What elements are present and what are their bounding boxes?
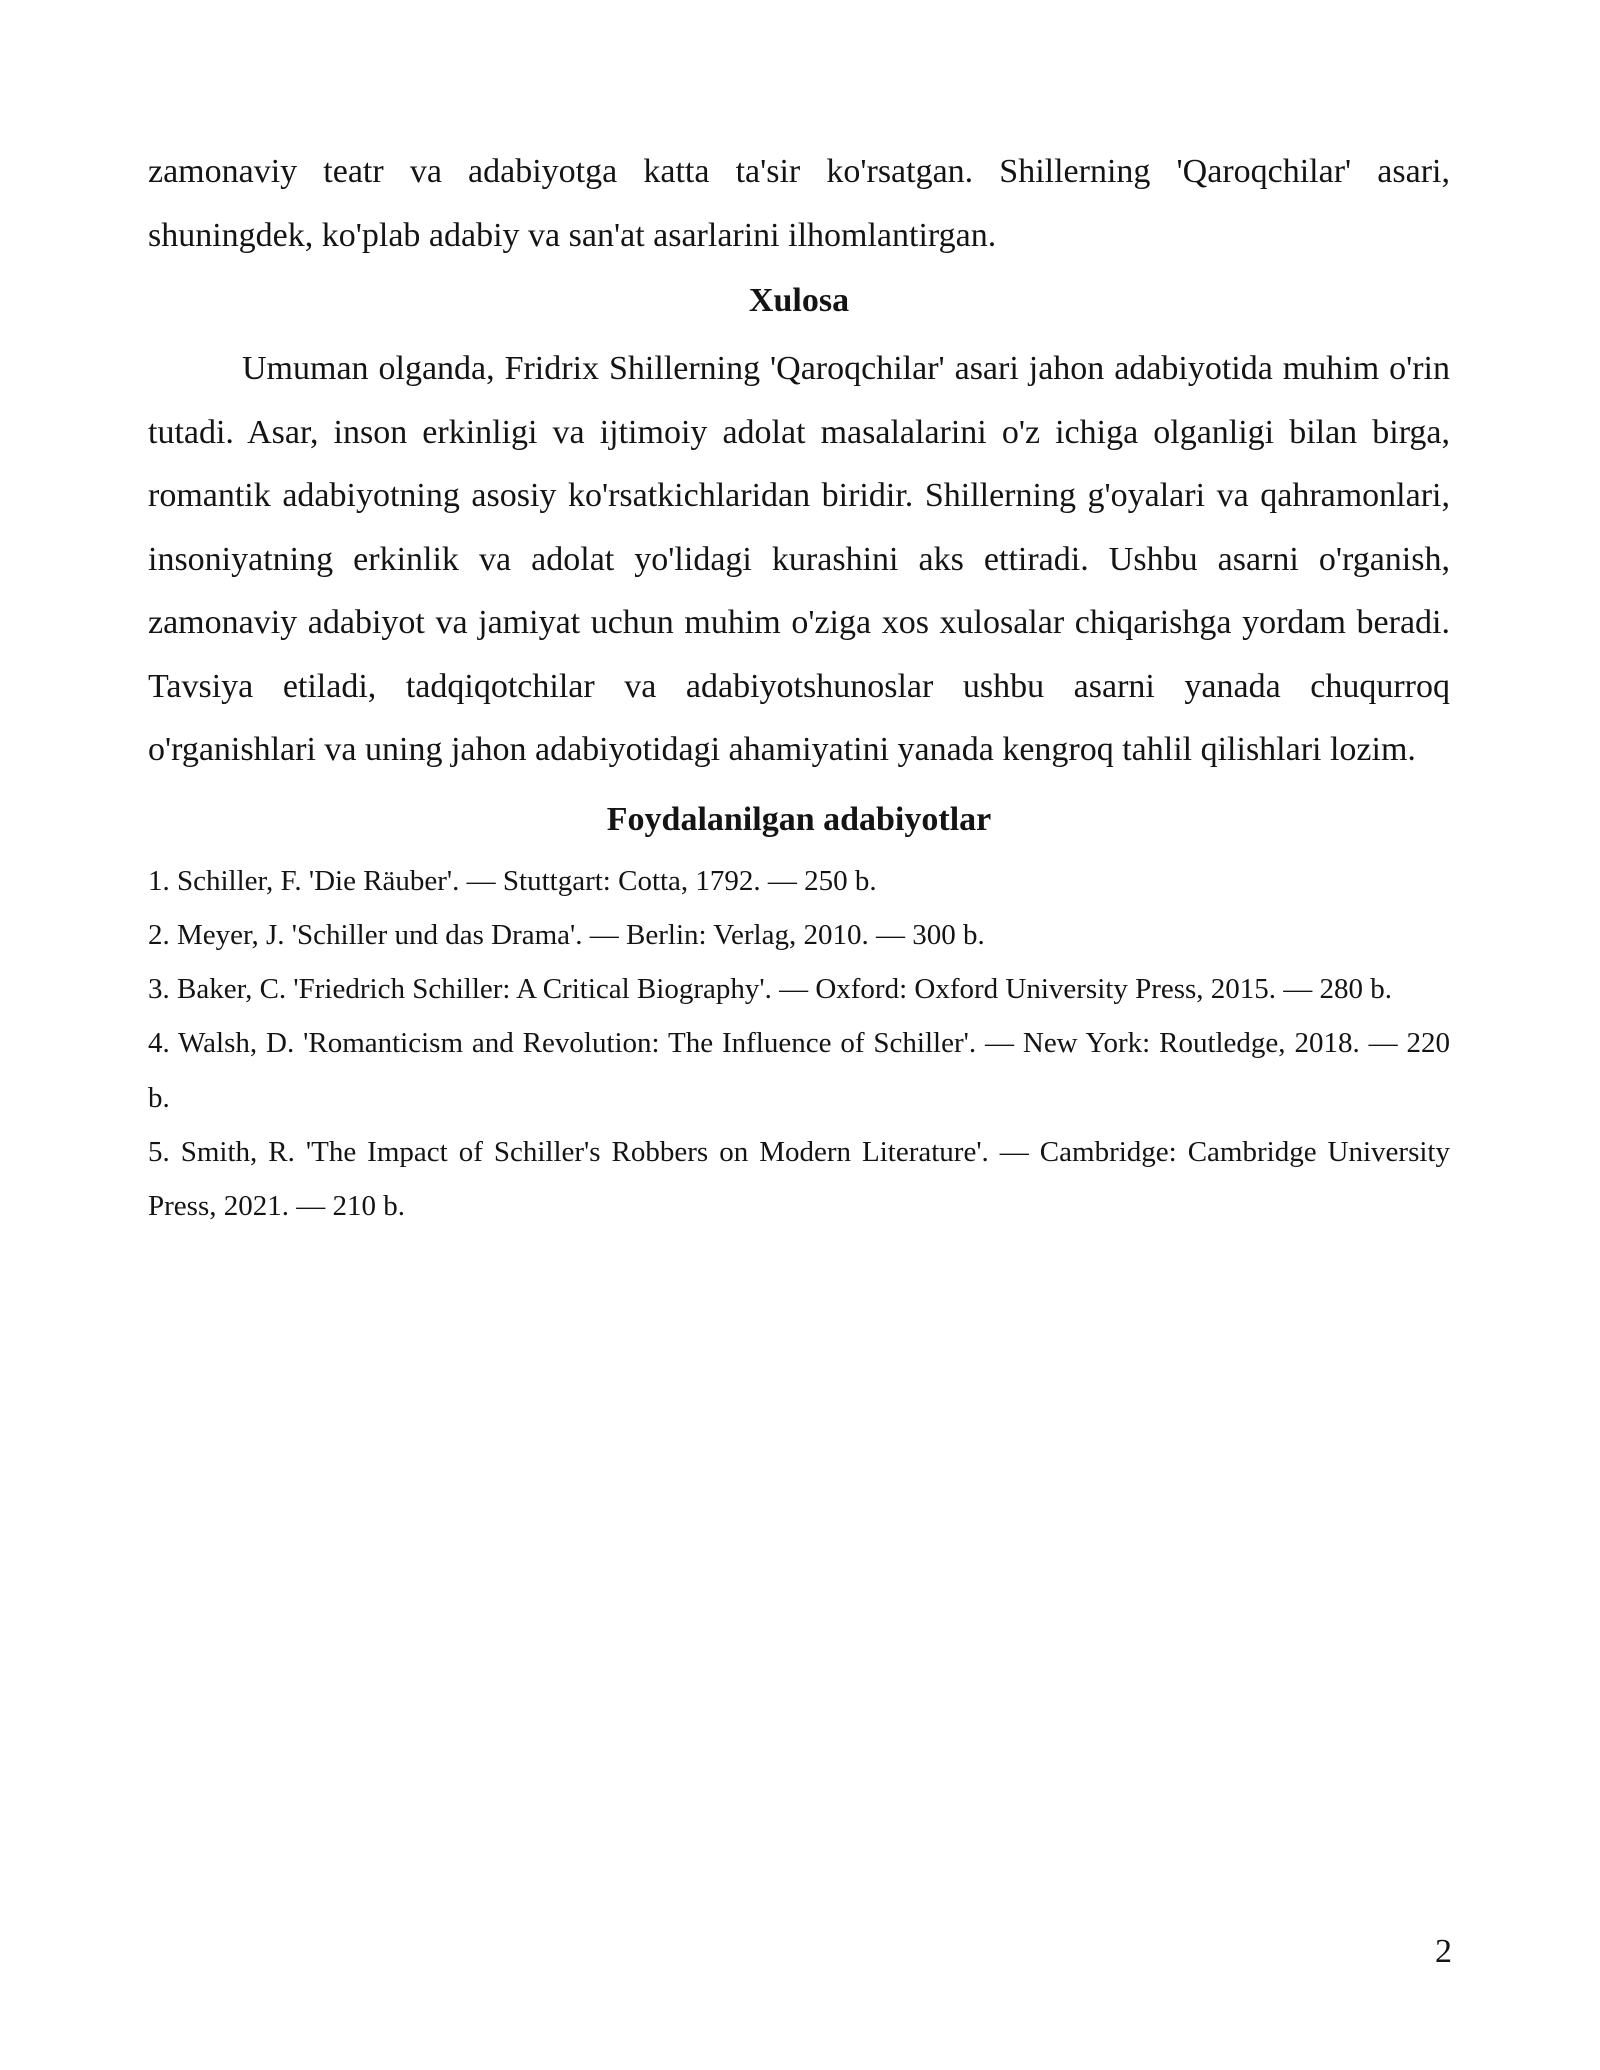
conclusion-paragraph: Umuman olganda, Fridrix Shillerning 'Qaroqchilar' asari jahon adabiyotida muhim o'rin tutadi. Asar, inson erkinligi va ijtimoiy adolat masalalarini o'z ichiga olganligi bilan birga, romantik adabiyotning asosiy ko'rsatkichlaridan biridir. Shillerning g'oyalari va qahramonlari, insoniyatning erkinlik va adolat yo'lidagi kurashini aks ettiradi. Ushbu asarni o'rganish, zamonaviy adabiyot va jamiyat uchun muhim o'ziga xos xulosalar chiqarishga yordam beradi. Tavsiya etiladi, tadqiqotchilar va adabiyotshunoslar ushbu asarni yanada chuqurroq o'rganishlari va uning jahon adabiyotidagi ahamiyatini yanada kengroq tahlil qilishlari lozim. [148, 350, 1450, 768]
intro-paragraph: zamonaviy teatr va adabiyotga katta ta'sir ko'rsatgan. Shillerning 'Qaroqchilar' asari, shuningdek, ko'plab adabiy va san'at asarlarini ilhomlantirgan. [148, 153, 1450, 254]
page-content [148, 140, 1450, 1234]
reference-item: 1. Schiller, F. 'Die Räuber'. — Stuttgart: Cotta, 1792. — 250 b. [148, 864, 877, 897]
references-heading: Foydalanilgan adabiyotlar [606, 800, 992, 838]
reference-item: 5. Smith, R. 'The Impact of Schiller's Robbers on Modern Literature'. — Cambridge: Cambridge University Press, 2021. — 210 b. [148, 1135, 1450, 1223]
conclusion-heading: Xulosa [748, 282, 850, 319]
reference-item: 3. Baker, C. 'Friedrich Schiller: A Critical Biography'. — Oxford: Oxford University Press, 2015. — 280 b. [148, 973, 1393, 1006]
references-list [148, 854, 1450, 1234]
reference-item: 2. Meyer, J. 'Schiller und das Drama'. — Berlin: Verlag, 2010. — 300 b. [148, 918, 985, 951]
page-number: 2 [1435, 1933, 1452, 1970]
reference-item: 4. Walsh, D. 'Romanticism and Revolution: The Influence of Schiller'. — New York: Routledge, 2018. — 220 b. [148, 1027, 1450, 1114]
